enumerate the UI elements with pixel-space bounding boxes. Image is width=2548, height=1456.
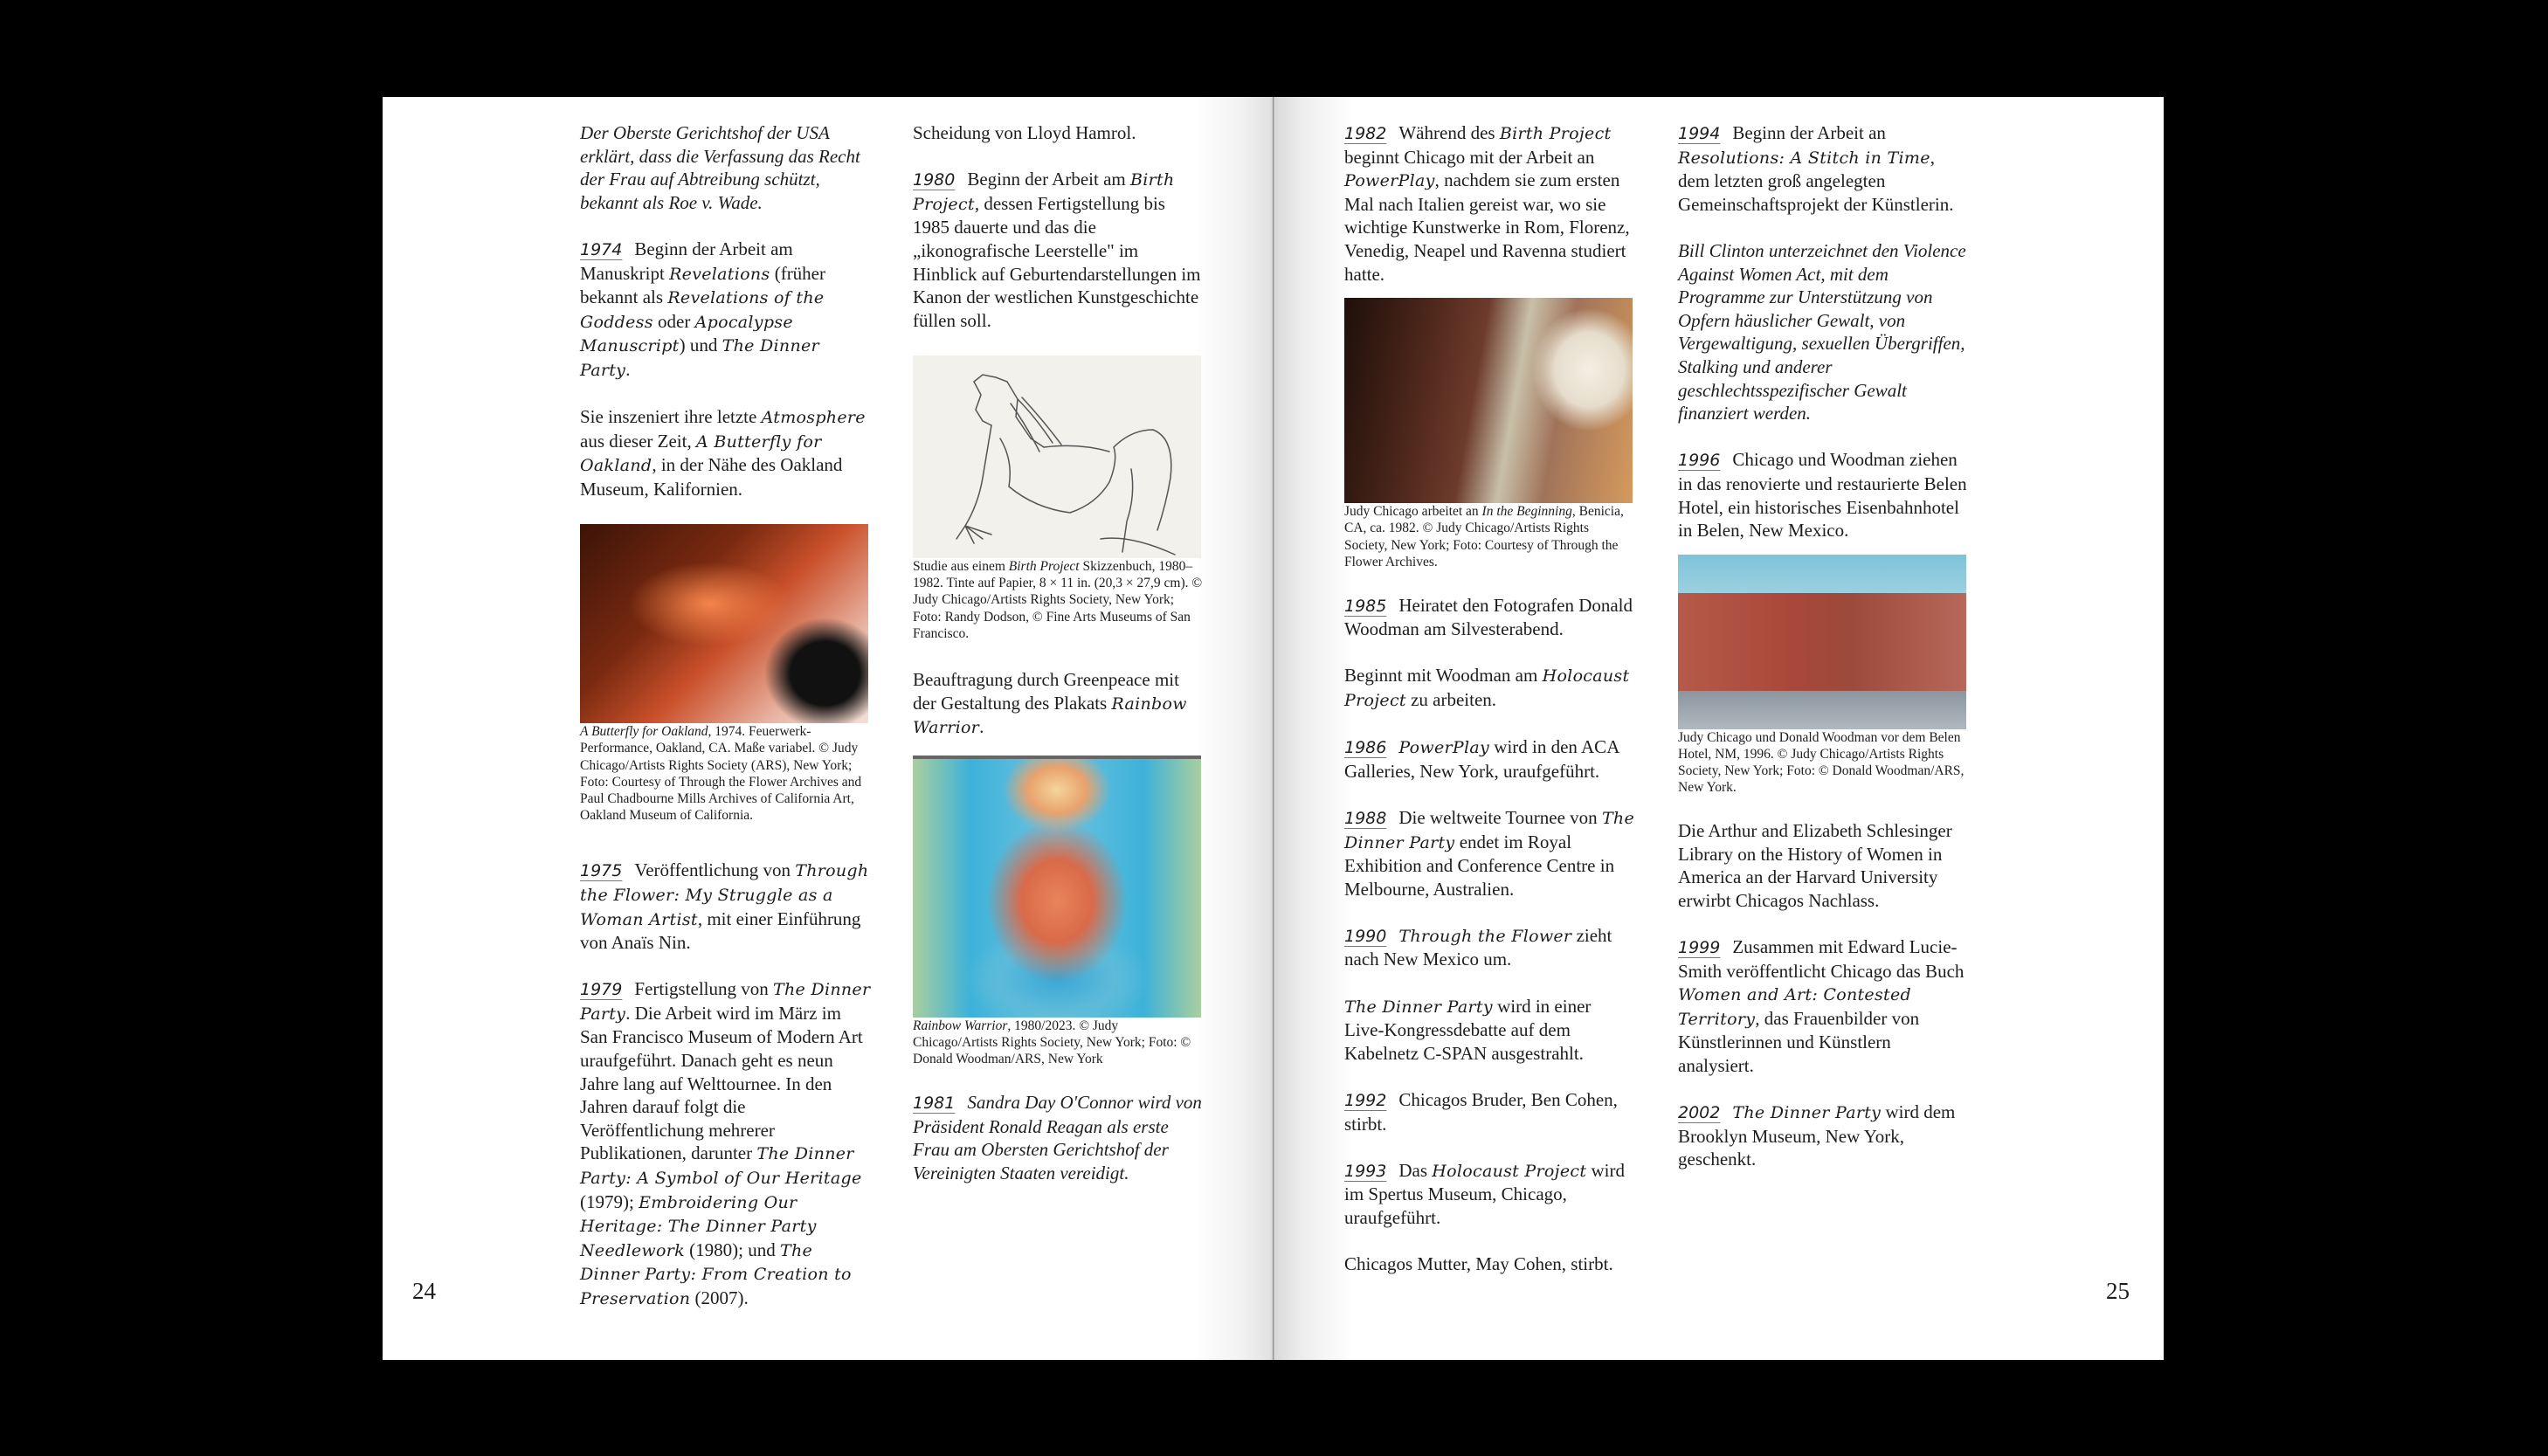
figure-birth-project-sketch [913, 355, 1204, 642]
entry-text: wird dem Brooklyn Museum, New York, geschenkt. [1678, 1101, 1956, 1170]
entry-1981 [913, 1091, 1204, 1184]
work-title: Resolutions: A Stitch in Time [1678, 148, 1930, 168]
year-label: 1981 [913, 1093, 956, 1113]
year-label: 1979 [580, 980, 623, 1000]
entry-text: Beginnt mit Woodman am [1344, 665, 1543, 687]
figure-belen-hotel [1678, 555, 1969, 797]
caption-text: Judy Chicago arbeitet an [1344, 504, 1482, 520]
entry-text: beginnt Chicago mit der Arbeit an [1344, 146, 1595, 168]
entry-text: , das Frauenbilder von Künstlerinnen und Künstlern analysiert. [1678, 1007, 1920, 1077]
atmosphere-entry [580, 405, 871, 500]
entry-text: Die weltweite Tournee von [1398, 806, 1602, 828]
caption-text: , Benicia, CA, ca. 1982. © Judy Chicago/Artists Rights Society, New York; Foto: Courtesy of Through the Flower Archives. [1344, 504, 1624, 569]
work-title: The Dinner Party [580, 336, 819, 380]
entry-text: Beginn der Arbeit am [967, 169, 1130, 190]
caption-title: Birth Project [1008, 558, 1080, 574]
year-label: 1990 [1344, 926, 1387, 946]
figure-rainbow-warrior [913, 756, 1204, 1068]
entry-text: Beginn der Arbeit am Manuskript [580, 238, 793, 284]
caption-text: Studie aus einem [913, 558, 1009, 574]
figure-butterfly [580, 524, 871, 824]
entry-text: . [979, 716, 984, 738]
painting-rainbow-warrior [913, 756, 1201, 1018]
photo-butterfly-for-oakland [580, 524, 868, 723]
year-label: 1980 [913, 170, 956, 190]
photo-belen-hotel [1678, 555, 1966, 729]
cspan-entry [1344, 995, 1635, 1066]
entry-text: Zusammen mit Edward Lucie-Smith veröffentlicht Chicago das Buch [1678, 936, 1965, 982]
caption-title: A Butterfly for Oakland [580, 724, 708, 740]
entry-1974 [580, 238, 871, 383]
work-title: Apocalypse Manuscript [580, 312, 793, 356]
work-title: Birth Project [913, 170, 1175, 214]
entry-text: , mit einer Einführung von Anaïs Nin. [580, 907, 861, 954]
sketch-drawing [913, 355, 1201, 558]
drawing-birth-project-sketch [913, 355, 1201, 558]
entry-text: ) und [679, 335, 722, 356]
entry-1992 [1344, 1088, 1635, 1135]
column-4 [1678, 121, 1969, 1195]
work-title: Atmosphere [761, 408, 866, 428]
year-label: 1975 [580, 861, 623, 881]
entry-1979 [580, 977, 871, 1310]
work-title: Women and Art: Contested Territory [1678, 985, 1911, 1029]
figure-caption [580, 723, 871, 824]
work-title: The Dinner Party [1344, 997, 1493, 1017]
work-title: PowerPlay [1398, 738, 1490, 758]
year-label: 1982 [1344, 124, 1387, 143]
column-3 [1344, 121, 1635, 1299]
entry-text: aus dieser Zeit, [580, 430, 696, 452]
entry-text: Heiratet den Fotografen Donald Woodman am Silvesterabend. [1344, 594, 1633, 640]
work-title: Through the Flower [1398, 926, 1572, 946]
figure-caption [913, 1018, 1204, 1068]
caption-text: Skizzenbuch, 1980–1982. Tinte auf Papier, 8 × 11 in. (20,3 × 27,9 cm). © Judy Chicago/Artists Rights Society, New York; Foto: Randy Dodson, © Fine Arts Museums of San Francisco. [913, 558, 1203, 641]
entry-text: wird in den ACA Galleries, New York, uraufgeführt. [1344, 736, 1619, 782]
entry-text: zieht nach New Mexico um. [1344, 924, 1612, 970]
entry-1988 [1344, 806, 1635, 901]
entry-text: (2007). [690, 1287, 749, 1308]
holocaust-start-entry [1344, 664, 1635, 712]
photo-judy-chicago-studio [1344, 298, 1633, 503]
entry-text: Das [1398, 1159, 1433, 1181]
left-page [383, 97, 1274, 1360]
work-title: PowerPlay [1344, 171, 1435, 191]
entry-1996 [1678, 448, 1969, 542]
work-title: The Dinner Party [1732, 1103, 1882, 1123]
entry-text: Fertigstellung von [634, 978, 774, 1000]
page-number-left: 24 [412, 1278, 436, 1304]
entry-1982 [1344, 121, 1635, 286]
year-label: 1986 [1344, 738, 1387, 758]
figure-in-the-beginning [1344, 298, 1635, 570]
caption-title: In the Beginning [1481, 504, 1572, 520]
entry-1999 [1678, 935, 1969, 1078]
entry-text: zu arbeiten. [1405, 688, 1497, 710]
entry-text: (früher bekannt als [580, 262, 825, 308]
entry-1994 [1678, 121, 1969, 216]
entry-text: Beginn der Arbeit an [1732, 122, 1886, 143]
work-title: A Butterfly for Oakland [580, 431, 822, 476]
entry-text: Chicagos Bruder, Ben Cohen, stirbt. [1344, 1089, 1618, 1135]
work-title: Through the Flower: My Struggle as a Woman Artist [580, 861, 869, 929]
entry-text: Veröffentlichung von [634, 859, 796, 881]
entry-1986 [1344, 735, 1635, 783]
entry-text: Sandra Day O'Connor wird von Präsident Ronald Reagan als erste Frau am Obersten Gerichtshof der Vereinigten Staaten vereidigt. [913, 1091, 1202, 1183]
greenpeace-entry [913, 668, 1204, 740]
entry-text: , in der Nähe des Oakland Museum, Kalifornien. [580, 454, 843, 500]
entry-text: . Die Arbeit wird im März im San Francisco Museum of Modern Art uraufgeführt. Danach geht es neun Jahre lang auf Welttournee. In den Jahren darauf folgt die Veröffentlichung mehrerer Publikationen, darunter [580, 1002, 863, 1164]
entry-text: Chicago und Woodman ziehen in das renovierte und restaurierte Belen Hotel, ein historisches Eisenbahnhotel in Belen, New Mexico. [1678, 449, 1967, 542]
caption-title: Rainbow Warrior [913, 1018, 1008, 1033]
entry-text: , dessen Fertigstellung bis 1985 dauerte und das die „ikonografische Leerstelle" im Hinblick auf Geburtendarstellungen im Kanon der westlichen Kunstgeschichte füllen soll. [913, 192, 1201, 331]
roe-v-wade-entry: Der Oberste Gerichtshof der USA erklärt, dass die Verfassung das Recht der Frau auf Abtreibung schützt, bekannt als Roe v. Wade. [580, 122, 860, 213]
year-label: 1994 [1678, 124, 1721, 143]
entry-text: (1979); [580, 1190, 639, 1212]
figure-caption [913, 558, 1204, 642]
work-title: Revelations of the Goddess [580, 288, 825, 332]
entry-text: wird in einer Live-Kongressdebatte auf dem Kabelnetz C-SPAN ausgestrahlt. [1344, 995, 1592, 1064]
year-label: 1988 [1344, 808, 1387, 828]
entry-text: (1980); und [684, 1239, 780, 1260]
entry-2002 [1678, 1101, 1969, 1171]
year-label: 1993 [1344, 1161, 1387, 1181]
right-page [1274, 97, 2164, 1360]
year-label: 1985 [1344, 596, 1387, 616]
work-title: The Dinner Party: From Creation to Preservation [580, 1240, 852, 1308]
work-title: Holocaust Project [1432, 1161, 1587, 1181]
work-title: Revelations [669, 264, 770, 284]
entry-text: wird im Spertus Museum, Chicago, uraufgeführt. [1344, 1159, 1626, 1228]
entry-1993 [1344, 1159, 1635, 1230]
year-label: 2002 [1678, 1103, 1721, 1123]
work-title: Rainbow Warrior [913, 693, 1187, 738]
entry-text: Sie inszeniert ihre letzte [580, 406, 762, 428]
entry-1985 [1344, 594, 1635, 641]
year-label: 1999 [1678, 938, 1721, 958]
work-title: Embroidering Our Heritage: The Dinner Party Needlework [580, 1192, 817, 1260]
schlesinger-entry: Die Arthur and Elizabeth Schlesinger Library on the History of Women in America an der Harvard University erwirbt Chicagos Nachlass. [1678, 820, 1952, 911]
entry-text: oder [653, 310, 695, 332]
entry-1980 [913, 168, 1204, 332]
entry-text: , dem letzten groß angelegten Gemeinschaftsprojekt der Künstlerin. [1678, 146, 1954, 215]
caption-text: , 1980/2023. © Judy Chicago/Artists Rights Society, New York; Foto: © Donald Woodman/ARS, New York [913, 1018, 1191, 1067]
entry-text: Während des [1398, 122, 1500, 143]
scheidung-entry: Scheidung von Lloyd Hamrol. [913, 122, 1136, 143]
figure-caption [1344, 503, 1635, 570]
year-label: 1974 [580, 239, 623, 259]
column-2 [913, 121, 1204, 1208]
mother-entry: Chicagos Mutter, May Cohen, stirbt. [1344, 1253, 1613, 1275]
caption-text: , 1974. Feuerwerk-Performance, Oakland, CA. Maße variabel. © Judy Chicago/Artists Rights Society (ARS), New York; Foto: Courtesy of Through the Flower Archives and Paul Chadbourne Mills Archives of California Art, Oakland Museum of California. [580, 724, 862, 824]
entry-text: , nachdem sie zum ersten Mal nach Italien gereist war, wo sie wichtige Kunstwerke in Rom, Florenz, Venedig, Neapel und Ravenna studiert hatte. [1344, 169, 1630, 285]
entry-text: Beauftragung durch Greenpeace mit der Gestaltung des Plakats [913, 668, 1179, 714]
column-1 [580, 121, 871, 1334]
work-title: Birth Project [1499, 124, 1612, 143]
page-number-right: 25 [2106, 1278, 2130, 1304]
year-label: 1996 [1678, 451, 1721, 471]
work-title: The Dinner Party: A Symbol of Our Heritage [580, 1144, 862, 1189]
clinton-entry: Bill Clinton unterzeichnet den Violence Against Women Act, mit dem Programme zur Unterstützung von Opfern häuslicher Gewalt, von Vergewaltigung, sexuellen Übergriffen, Stalking und anderer geschlechtsspezifischer Gewalt finanziert werden. [1678, 239, 1966, 424]
year-label: 1992 [1344, 1091, 1387, 1111]
work-title: Holocaust Project [1344, 666, 1630, 710]
work-title: The Dinner Party [580, 980, 871, 1024]
entry-1975 [580, 859, 871, 954]
figure-caption: Judy Chicago und Donald Woodman vor dem Belen Hotel, NM, 1996. © Judy Chicago/Artists Rights Society, New York; Foto: © Donald Woodman/ARS, New York. [1678, 729, 1965, 796]
entry-1990 [1344, 924, 1635, 971]
entry-text: . [625, 358, 631, 380]
entry-text: endet im Royal Exhibition and Conference Centre in Melbourne, Australien. [1344, 831, 1615, 900]
work-title: The Dinner Party [1344, 808, 1634, 852]
